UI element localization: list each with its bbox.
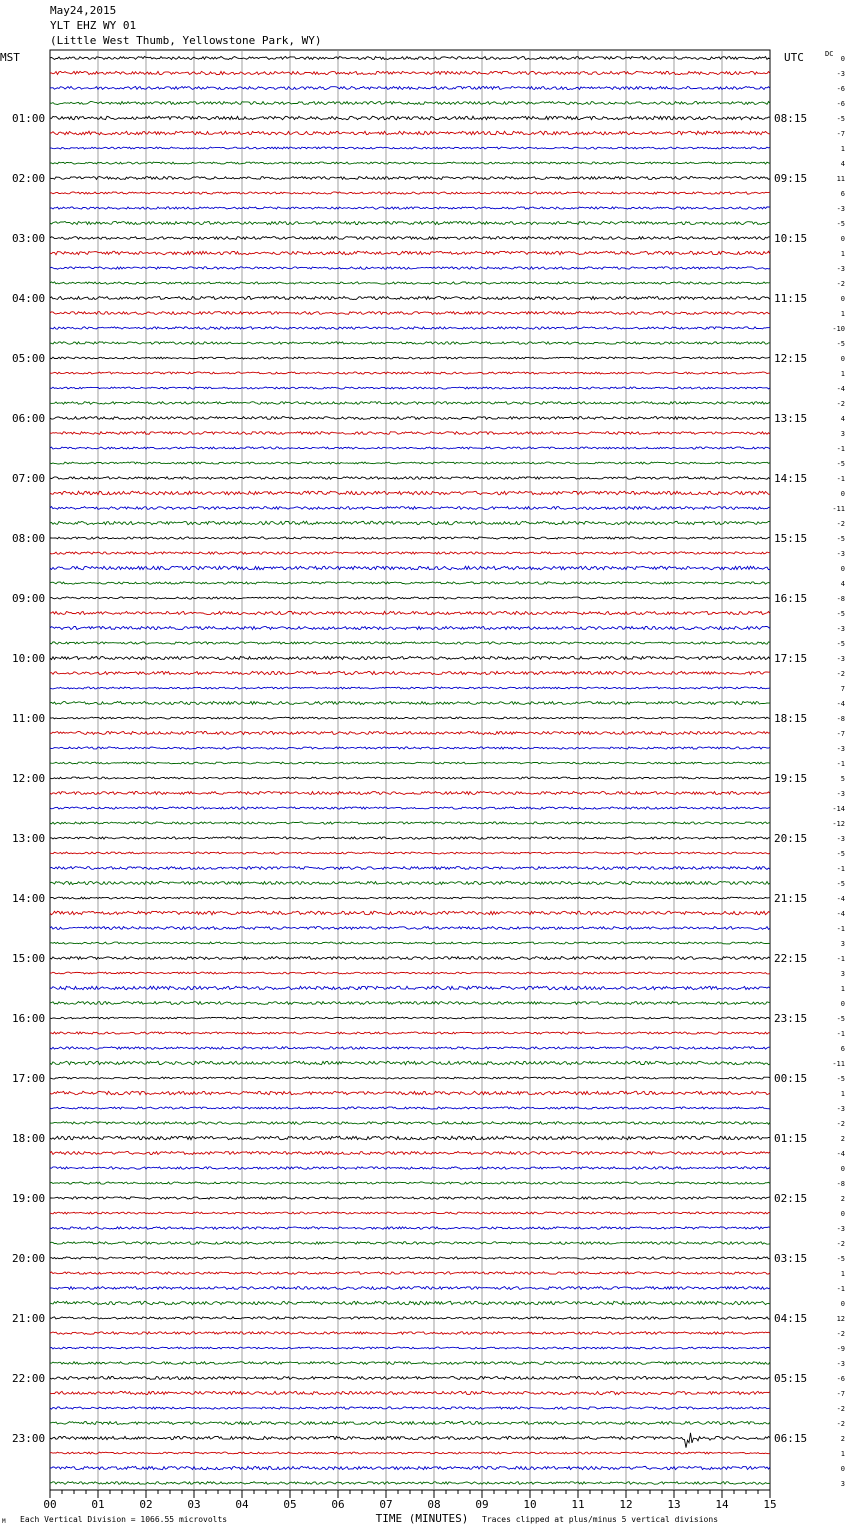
trace-row bbox=[50, 1032, 770, 1034]
utc-hour-label: 03:15 bbox=[774, 1252, 808, 1265]
trace-row bbox=[50, 626, 770, 629]
dc-offset-label: -1 bbox=[836, 475, 845, 483]
dc-offset-label: -5 bbox=[836, 1255, 845, 1263]
trace-row bbox=[50, 777, 770, 779]
trace-row bbox=[50, 911, 770, 915]
trace-row bbox=[50, 1167, 770, 1169]
dc-offset-label: -11 bbox=[832, 505, 845, 513]
utc-hour-label: 14:15 bbox=[774, 472, 808, 485]
dc-offset-label: 3 bbox=[840, 430, 845, 438]
mst-hour-label: 18:00 bbox=[12, 1132, 46, 1145]
trace-row bbox=[50, 1091, 770, 1094]
dc-offset-label: -5 bbox=[836, 1075, 845, 1083]
trace-row bbox=[50, 1362, 770, 1365]
trace-row bbox=[50, 1301, 770, 1304]
trace-row bbox=[50, 1197, 770, 1199]
dc-offset-label: -2 bbox=[836, 1120, 845, 1128]
trace-row bbox=[50, 312, 770, 315]
trace-row bbox=[50, 402, 770, 405]
trace-row bbox=[50, 942, 770, 944]
trace-row bbox=[50, 507, 770, 510]
trace-row bbox=[50, 1287, 770, 1290]
utc-axis-label: UTC bbox=[784, 51, 804, 64]
dc-offset-label: -2 bbox=[836, 400, 845, 408]
trace-row bbox=[50, 1433, 770, 1448]
dc-offset-label: -2 bbox=[836, 1330, 845, 1338]
dc-offset-label: -1 bbox=[836, 1030, 845, 1038]
dc-offset-label: -6 bbox=[836, 100, 845, 108]
utc-hour-label: 08:15 bbox=[774, 112, 808, 125]
trace-row bbox=[50, 237, 770, 240]
trace-row bbox=[50, 687, 770, 689]
footer-clip-note: Traces clipped at plus/minus 5 vertical divisions bbox=[482, 1515, 719, 1524]
dc-offset-label: 11 bbox=[836, 175, 845, 183]
dc-offset-label: -5 bbox=[836, 460, 845, 468]
x-tick-label: 02 bbox=[139, 1498, 153, 1511]
trace-row bbox=[50, 642, 770, 644]
trace-row bbox=[50, 1466, 770, 1469]
trace-row bbox=[50, 207, 770, 209]
dc-axis-label: DC bbox=[825, 50, 834, 58]
trace-row bbox=[50, 447, 770, 449]
utc-hour-label: 21:15 bbox=[774, 892, 808, 905]
trace-row bbox=[50, 957, 770, 960]
dc-offset-label: 1 bbox=[840, 370, 845, 378]
trace-row bbox=[50, 1347, 770, 1349]
dc-offset-label: 1 bbox=[840, 250, 845, 258]
dc-offset-label: -2 bbox=[836, 520, 845, 528]
dc-offset-label: 1 bbox=[840, 1450, 845, 1458]
trace-row bbox=[50, 417, 770, 420]
x-tick-label: 03 bbox=[187, 1498, 201, 1511]
dc-offset-label: 1 bbox=[840, 145, 845, 153]
trace-row bbox=[50, 1212, 770, 1214]
utc-hour-label: 22:15 bbox=[774, 952, 808, 965]
mst-hour-label: 02:00 bbox=[12, 172, 46, 185]
trace-row bbox=[50, 927, 770, 930]
location-label: (Little West Thumb, Yellowstone Park, WY) bbox=[50, 34, 322, 47]
trace-row bbox=[50, 822, 770, 824]
mst-hour-label: 16:00 bbox=[12, 1012, 46, 1025]
trace-row bbox=[50, 837, 770, 839]
dc-offset-label: -14 bbox=[832, 805, 845, 813]
dc-offset-label: -5 bbox=[836, 535, 845, 543]
mst-hour-label: 08:00 bbox=[12, 532, 46, 545]
dc-offset-label: -5 bbox=[836, 610, 845, 618]
trace-row bbox=[50, 57, 770, 60]
dc-offset-label: 0 bbox=[840, 1165, 845, 1173]
trace-row bbox=[50, 222, 770, 225]
trace-row bbox=[50, 552, 770, 554]
utc-hour-label: 13:15 bbox=[774, 412, 808, 425]
dc-offset-label: -5 bbox=[836, 340, 845, 348]
dc-offset-label: -2 bbox=[836, 280, 845, 288]
dc-offset-label: 3 bbox=[840, 940, 845, 948]
dc-offset-label: -1 bbox=[836, 865, 845, 873]
dc-offset-label: -2 bbox=[836, 1240, 845, 1248]
dc-offset-label: 0 bbox=[840, 565, 845, 573]
mst-hour-label: 07:00 bbox=[12, 472, 46, 485]
dc-offset-label: -4 bbox=[836, 385, 845, 393]
utc-hour-label: 11:15 bbox=[774, 292, 808, 305]
x-tick-label: 08 bbox=[427, 1498, 441, 1511]
mst-hour-label: 01:00 bbox=[12, 112, 46, 125]
dc-offset-label: 4 bbox=[840, 580, 845, 588]
utc-hour-label: 02:15 bbox=[774, 1192, 808, 1205]
dc-offset-label: -3 bbox=[836, 1105, 845, 1113]
mst-hour-label: 21:00 bbox=[12, 1312, 46, 1325]
dc-offset-label: -6 bbox=[836, 1375, 845, 1383]
mst-hour-label: 23:00 bbox=[12, 1432, 46, 1445]
plot-frame bbox=[50, 50, 770, 1490]
trace-row bbox=[50, 71, 770, 74]
dc-offset-label: 0 bbox=[840, 295, 845, 303]
trace-row bbox=[50, 1047, 770, 1049]
dc-offset-label: -12 bbox=[832, 820, 845, 828]
dc-offset-label: 0 bbox=[840, 55, 845, 63]
trace-row bbox=[50, 852, 770, 854]
trace-row bbox=[50, 1332, 770, 1335]
dc-offset-label: 5 bbox=[840, 775, 845, 783]
trace-row bbox=[50, 881, 770, 884]
trace-row bbox=[50, 867, 770, 870]
dc-offset-label: -2 bbox=[836, 1405, 845, 1413]
trace-row bbox=[50, 611, 770, 614]
trace-row bbox=[50, 1407, 770, 1409]
trace-row bbox=[50, 1391, 770, 1394]
mst-hour-label: 11:00 bbox=[12, 712, 46, 725]
trace-row bbox=[50, 282, 770, 284]
mst-hour-label: 19:00 bbox=[12, 1192, 46, 1205]
dc-offset-label: -11 bbox=[832, 1060, 845, 1068]
dc-offset-label: 0 bbox=[840, 1000, 845, 1008]
dc-offset-label: -1 bbox=[836, 1285, 845, 1293]
dc-offset-label: -5 bbox=[836, 1015, 845, 1023]
dc-offset-label: -7 bbox=[836, 130, 845, 138]
utc-hour-label: 19:15 bbox=[774, 772, 808, 785]
dc-offset-label: 6 bbox=[840, 190, 845, 198]
trace-row bbox=[50, 491, 770, 495]
trace-row bbox=[50, 477, 770, 479]
trace-row bbox=[50, 1077, 770, 1079]
dc-offset-label: -3 bbox=[836, 655, 845, 663]
mst-hour-label: 20:00 bbox=[12, 1252, 46, 1265]
trace-row bbox=[50, 267, 770, 269]
mst-hour-label: 04:00 bbox=[12, 292, 46, 305]
trace-row bbox=[50, 1272, 770, 1274]
dc-offset-label: 7 bbox=[840, 685, 845, 693]
dc-offset-label: -1 bbox=[836, 925, 845, 933]
utc-hour-label: 06:15 bbox=[774, 1432, 808, 1445]
trace-row bbox=[50, 582, 770, 584]
mst-hour-label: 10:00 bbox=[12, 652, 46, 665]
x-tick-label: 13 bbox=[667, 1498, 681, 1511]
utc-hour-label: 16:15 bbox=[774, 592, 808, 605]
trace-row bbox=[50, 1242, 770, 1245]
mst-hour-label: 13:00 bbox=[12, 832, 46, 845]
x-tick-label: 00 bbox=[43, 1498, 57, 1511]
trace-row bbox=[50, 357, 770, 359]
dc-offset-label: 4 bbox=[840, 160, 845, 168]
utc-hour-label: 00:15 bbox=[774, 1072, 808, 1085]
x-tick-label: 10 bbox=[523, 1498, 537, 1511]
dc-offset-label: -1 bbox=[836, 760, 845, 768]
dc-offset-label: 2 bbox=[840, 1435, 845, 1443]
trace-row bbox=[50, 162, 770, 164]
trace-row bbox=[50, 147, 770, 149]
dc-offset-label: -5 bbox=[836, 880, 845, 888]
dc-offset-label: 1 bbox=[840, 1270, 845, 1278]
trace-row bbox=[50, 1257, 770, 1259]
trace-row bbox=[50, 566, 770, 570]
footer-scale-note: Each Vertical Division = 1066.55 microvolts bbox=[20, 1515, 228, 1524]
trace-row bbox=[50, 732, 770, 735]
dc-offset-label: -3 bbox=[836, 70, 845, 78]
mst-hour-label: 03:00 bbox=[12, 232, 46, 245]
trace-row bbox=[50, 131, 770, 135]
dc-offset-label: -1 bbox=[836, 445, 845, 453]
dc-offset-label: -10 bbox=[832, 325, 845, 333]
dc-offset-label: -3 bbox=[836, 1360, 845, 1368]
trace-row bbox=[50, 1017, 770, 1019]
dc-offset-label: 3 bbox=[840, 1480, 845, 1488]
dc-offset-label: -4 bbox=[836, 1150, 845, 1158]
trace-row bbox=[50, 897, 770, 899]
trace-row bbox=[50, 1002, 770, 1005]
dc-offset-label: 1 bbox=[840, 1090, 845, 1098]
mst-hour-label: 14:00 bbox=[12, 892, 46, 905]
trace-row bbox=[50, 102, 770, 105]
trace-row bbox=[50, 387, 770, 389]
utc-hour-label: 05:15 bbox=[774, 1372, 808, 1385]
trace-row bbox=[50, 521, 770, 524]
utc-hour-label: 10:15 bbox=[774, 232, 808, 245]
trace-row bbox=[50, 702, 770, 705]
trace-row bbox=[50, 1107, 770, 1109]
trace-row bbox=[50, 1422, 770, 1425]
dc-offset-label: -3 bbox=[836, 625, 845, 633]
date-label: May24,2015 bbox=[50, 4, 117, 17]
station-label: YLT EHZ WY 01 bbox=[50, 19, 137, 32]
mst-hour-label: 06:00 bbox=[12, 412, 46, 425]
trace-row bbox=[50, 1136, 770, 1139]
trace-row bbox=[50, 537, 770, 539]
utc-hour-label: 09:15 bbox=[774, 172, 808, 185]
dc-offset-label: -5 bbox=[836, 220, 845, 228]
trace-row bbox=[50, 1152, 770, 1155]
dc-offset-label: -5 bbox=[836, 850, 845, 858]
mst-hour-label: 17:00 bbox=[12, 1072, 46, 1085]
dc-offset-label: -4 bbox=[836, 895, 845, 903]
trace-row bbox=[50, 251, 770, 254]
mst-hour-label: 05:00 bbox=[12, 352, 46, 365]
dc-offset-label: 0 bbox=[840, 490, 845, 498]
dc-offset-label: -3 bbox=[836, 835, 845, 843]
dc-offset-label: 0 bbox=[840, 1210, 845, 1218]
trace-row bbox=[50, 1122, 770, 1125]
x-tick-label: 05 bbox=[283, 1498, 297, 1511]
dc-offset-label: 1 bbox=[840, 310, 845, 318]
dc-offset-label: -3 bbox=[836, 1225, 845, 1233]
utc-hour-label: 15:15 bbox=[774, 532, 808, 545]
trace-row bbox=[50, 1317, 770, 1319]
dc-offset-label: 0 bbox=[840, 1465, 845, 1473]
x-tick-label: 12 bbox=[619, 1498, 633, 1511]
dc-offset-label: -7 bbox=[836, 730, 845, 738]
x-tick-label: 04 bbox=[235, 1498, 249, 1511]
trace-row bbox=[50, 87, 770, 90]
trace-row bbox=[50, 597, 770, 599]
dc-offset-label: 3 bbox=[840, 970, 845, 978]
trace-row bbox=[50, 1182, 770, 1184]
dc-offset-label: -5 bbox=[836, 115, 845, 123]
trace-row bbox=[50, 342, 770, 344]
mst-hour-label: 22:00 bbox=[12, 1372, 46, 1385]
trace-row bbox=[50, 116, 770, 119]
trace-row bbox=[50, 372, 770, 374]
x-tick-label: 01 bbox=[91, 1498, 105, 1511]
trace-row bbox=[50, 432, 770, 435]
x-tick-label: 11 bbox=[571, 1498, 585, 1511]
dc-offset-label: -8 bbox=[836, 715, 845, 723]
dc-offset-label: 0 bbox=[840, 235, 845, 243]
utc-hour-label: 18:15 bbox=[774, 712, 808, 725]
dc-offset-label: -1 bbox=[836, 955, 845, 963]
x-tick-label: 06 bbox=[331, 1498, 345, 1511]
trace-row bbox=[50, 297, 770, 300]
mst-hour-label: 15:00 bbox=[12, 952, 46, 965]
utc-hour-label: 12:15 bbox=[774, 352, 808, 365]
dc-offset-label: -8 bbox=[836, 595, 845, 603]
mst-hour-label: 09:00 bbox=[12, 592, 46, 605]
trace-row bbox=[50, 986, 770, 989]
dc-offset-label: 2 bbox=[840, 1195, 845, 1203]
trace-row bbox=[50, 656, 770, 659]
dc-offset-label: -3 bbox=[836, 745, 845, 753]
dc-offset-label: -4 bbox=[836, 700, 845, 708]
trace-row bbox=[50, 717, 770, 719]
trace-row bbox=[50, 1452, 770, 1454]
utc-hour-label: 20:15 bbox=[774, 832, 808, 845]
dc-offset-label: 0 bbox=[840, 1300, 845, 1308]
trace-row bbox=[50, 792, 770, 795]
dc-offset-label: 4 bbox=[840, 415, 845, 423]
dc-offset-label: -4 bbox=[836, 910, 845, 918]
dc-offset-label: -3 bbox=[836, 205, 845, 213]
dc-offset-label: -2 bbox=[836, 670, 845, 678]
corner-mark: M bbox=[2, 1518, 6, 1525]
trace-row bbox=[50, 462, 770, 464]
dc-offset-label: -6 bbox=[836, 85, 845, 93]
dc-offset-label: 12 bbox=[836, 1315, 845, 1323]
mst-axis-label: MST bbox=[0, 51, 20, 64]
x-axis-label: TIME (MINUTES) bbox=[375, 1512, 469, 1525]
dc-offset-label: -2 bbox=[836, 1420, 845, 1428]
dc-offset-label: -5 bbox=[836, 640, 845, 648]
trace-row bbox=[50, 177, 770, 180]
dc-offset-label: 0 bbox=[840, 355, 845, 363]
utc-hour-label: 23:15 bbox=[774, 1012, 808, 1025]
dc-offset-label: -3 bbox=[836, 550, 845, 558]
dc-offset-label: -8 bbox=[836, 1180, 845, 1188]
trace-row bbox=[50, 1377, 770, 1380]
utc-hour-label: 01:15 bbox=[774, 1132, 808, 1145]
trace-row bbox=[50, 327, 770, 329]
dc-offset-label: 6 bbox=[840, 1045, 845, 1053]
x-tick-label: 15 bbox=[763, 1498, 777, 1511]
dc-offset-label: -3 bbox=[836, 790, 845, 798]
trace-row bbox=[50, 1061, 770, 1064]
trace-row bbox=[50, 1227, 770, 1229]
x-tick-label: 14 bbox=[715, 1498, 729, 1511]
trace-row bbox=[50, 671, 770, 674]
utc-hour-label: 04:15 bbox=[774, 1312, 808, 1325]
dc-offset-label: -7 bbox=[836, 1390, 845, 1398]
x-tick-label: 07 bbox=[379, 1498, 393, 1511]
dc-offset-label: 2 bbox=[840, 1135, 845, 1143]
utc-hour-label: 17:15 bbox=[774, 652, 808, 665]
trace-row bbox=[50, 807, 770, 809]
trace-row bbox=[50, 747, 770, 749]
dc-offset-label: 1 bbox=[840, 985, 845, 993]
trace-row bbox=[50, 762, 770, 764]
trace-row bbox=[50, 192, 770, 194]
mst-hour-label: 12:00 bbox=[12, 772, 46, 785]
trace-row bbox=[50, 1482, 770, 1485]
x-tick-label: 09 bbox=[475, 1498, 489, 1511]
dc-offset-label: -9 bbox=[836, 1345, 845, 1353]
trace-row bbox=[50, 972, 770, 974]
dc-offset-label: -3 bbox=[836, 265, 845, 273]
